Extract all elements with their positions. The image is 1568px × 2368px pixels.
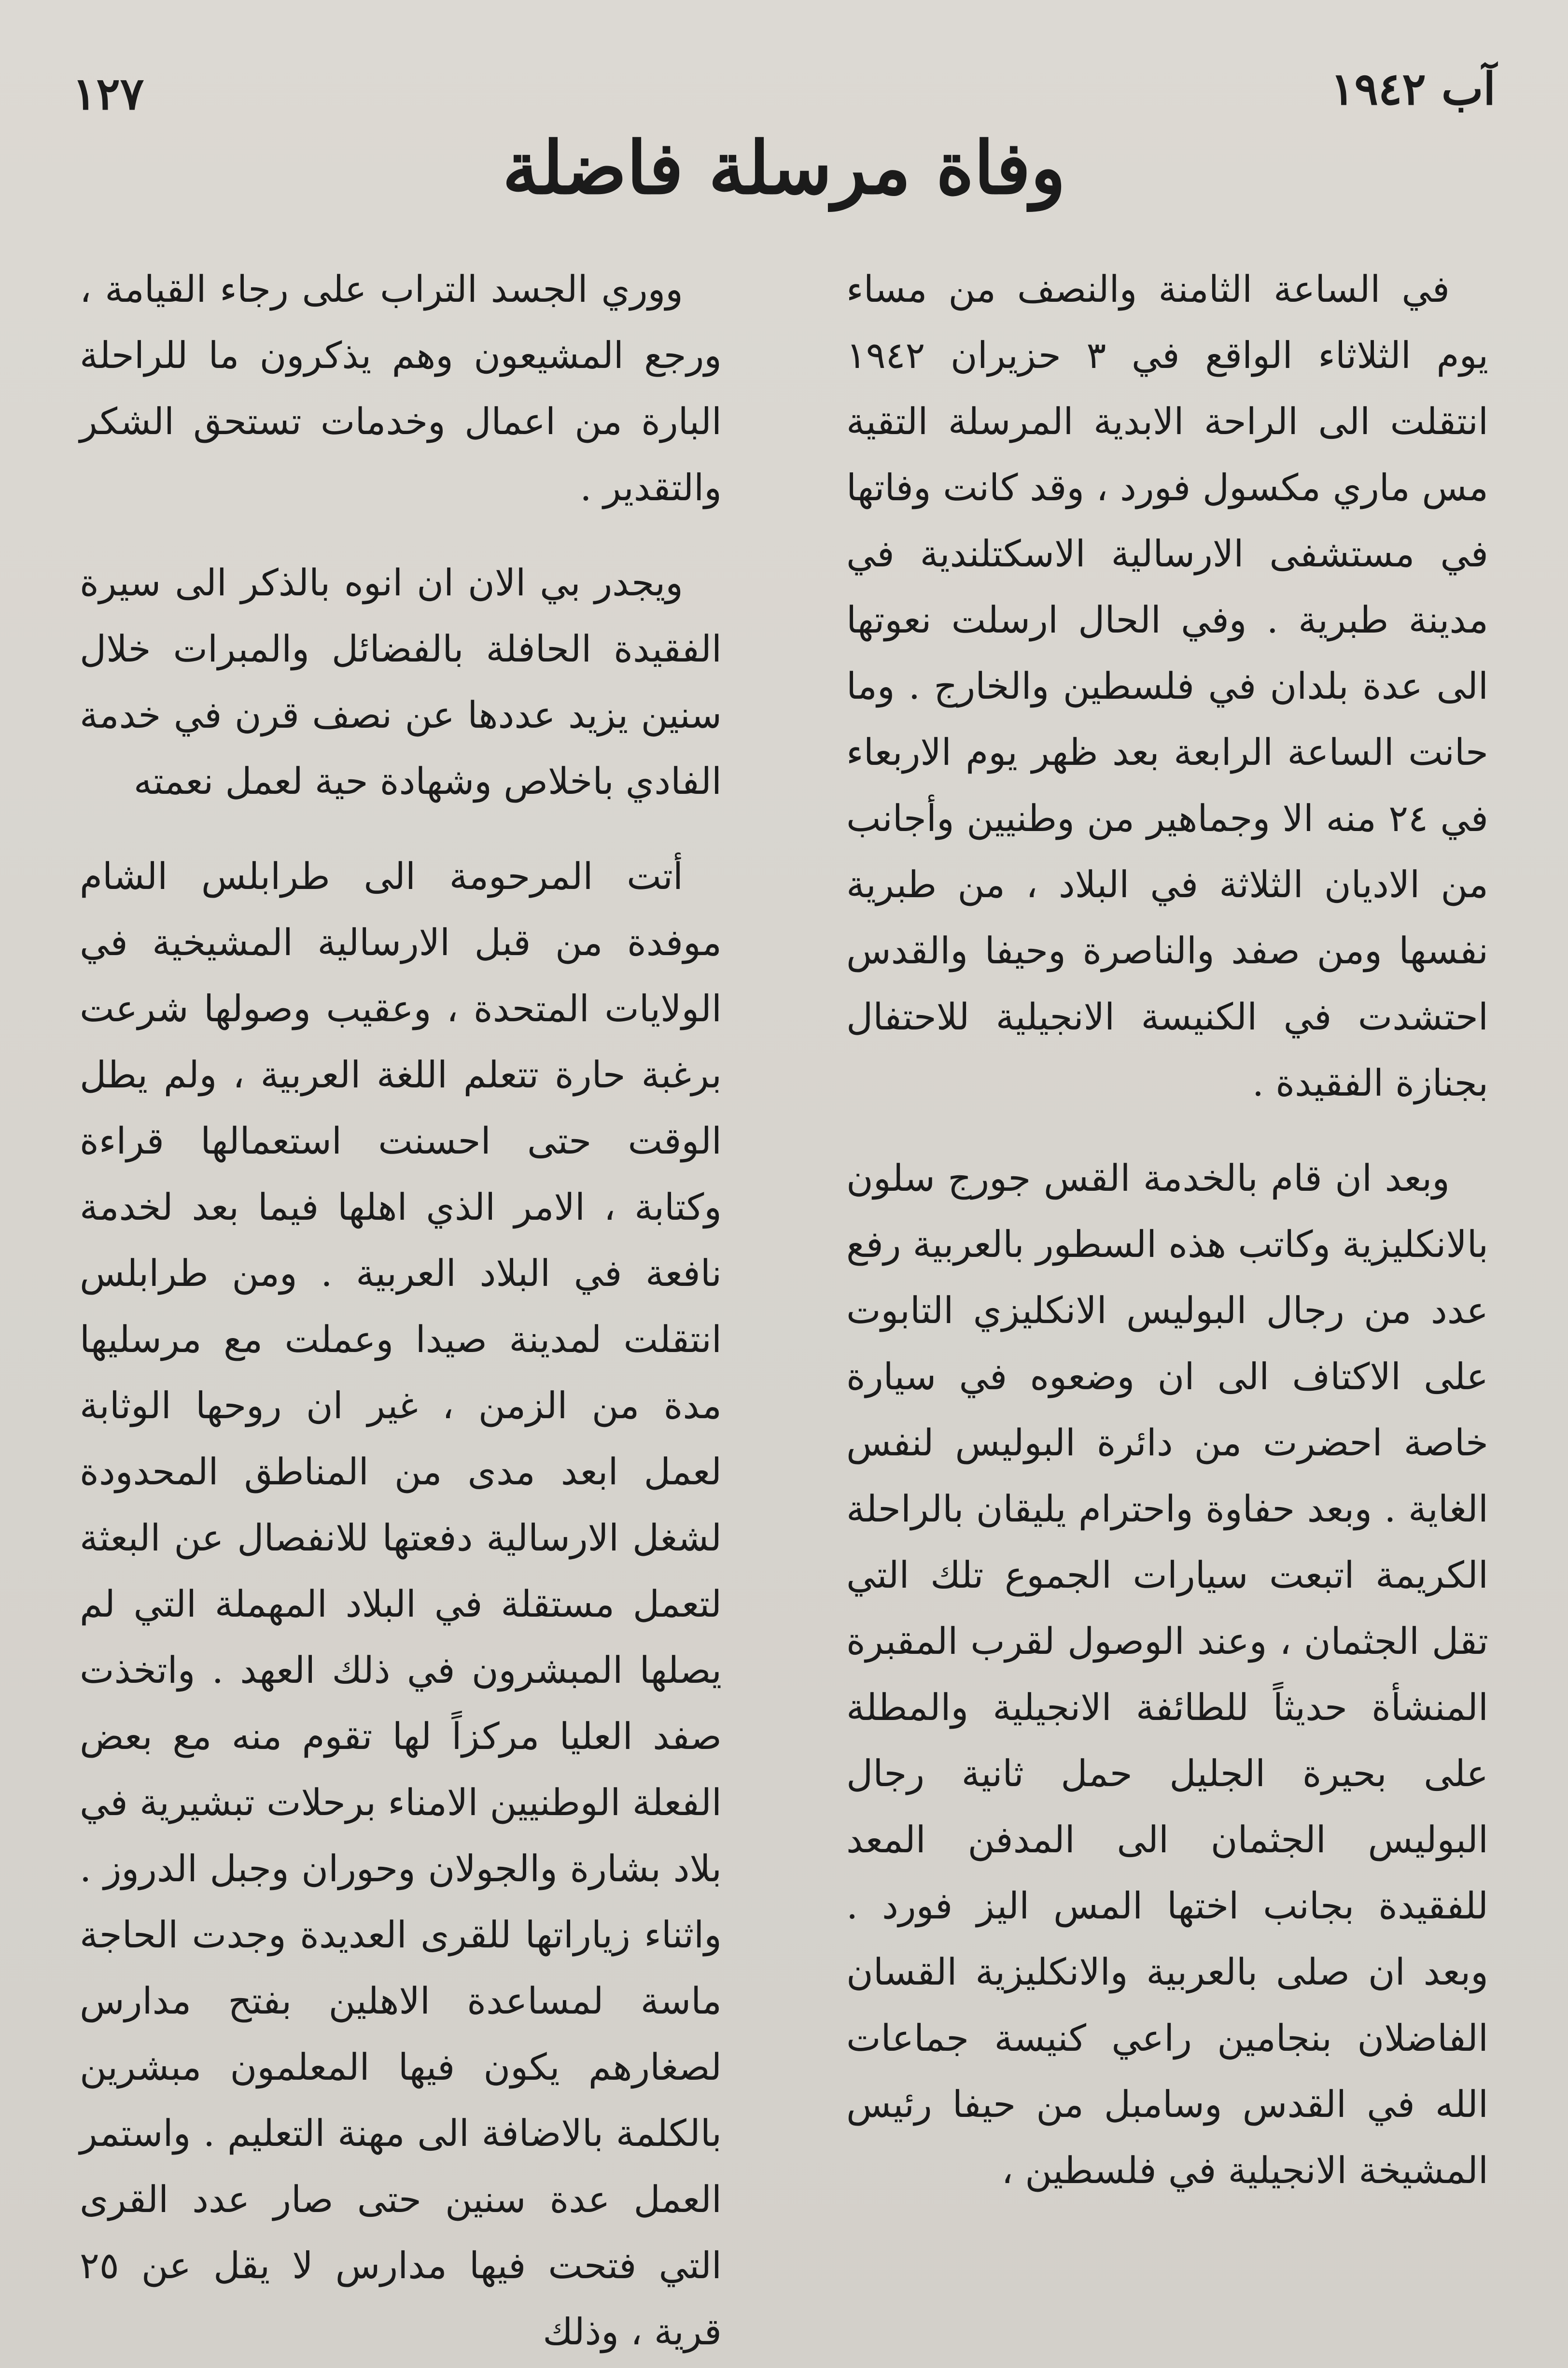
paragraph: في الساعة الثامنة والنصف من مساء يوم الثلاثاء الواقع في ٣ حزيران ١٩٤٢ انتقلت الى الراحة الابدية المرسلة التقية مس ماري مكسول فورد ، وقد كانت وفاتها في مستشفى الارسالية الاسكتلندية في مدينة طبرية . وفي الحال ارسلت نعوتها الى عدة بلدان في فلسطين والخارج . وما حانت الساعة الرابعة بعد ظهر يوم الاربعاء في ٢٤ منه الا وجماهير من وطنيين وأجانب من الاديان الثلاثة في البلاد ، من طبرية نفسها ومن صفد والناصرة وحيفا والقدس احتشدت في الكنيسة الانجيلية للاحتفال بجنازة الفقيدة . (846, 268, 1488, 1104)
left-column (80, 256, 722, 2365)
right-column (846, 256, 1488, 2203)
paragraph: ويجدر بي الان ان انوه بالذكر الى سيرة الفقيدة الحافلة بالفضائل والمبرات خلال سنين يزيد عددها عن نصف قرن في خدمة الفادي باخلاص وشهادة حية لعمل نعمته (80, 561, 722, 803)
issue-date: آب ١٩٤٢ (1330, 63, 1496, 115)
page-number: ١٢٧ (72, 68, 144, 120)
paragraph: ووري الجسد التراب على رجاء القيامة ، ورجع المشيعون وهم يذكرون ما للراحلة البارة من اعمال وخدمات تستحق الشكر والتقدير . (80, 268, 722, 509)
paragraph: وبعد ان قام بالخدمة القس جورج سلون بالانكليزية وكاتب هذه السطور بالعربية رفع عدد من رجال البوليس الانكليزي التابوت على الاكتاف الى ان وضعوه في سيارة خاصة احضرت من دائرة البوليس لنفس الغاية . وبعد حفاوة واحترام يليقان بالراحلة الكريمة اتبعت سيارات الجموع تلك التي تقل الجثمان ، وعند الوصول لقرب المقبرة المنشأة حديثاً للطائفة الانجيلية والمطلة على بحيرة الجليل حمل ثانية رجال البوليس الجثمان الى المدفن المعد للفقيدة بجانب اختها المس اليز فورد . وبعد ان صلى بالعربية والانكليزية القسان الفاضلان بنجامين راعي كنيسة جماعات الله في القدس وسامبل من حيفا رئيس المشيخة الانجيلية في فلسطين ، (846, 1156, 1488, 2192)
paragraph: أتت المرحومة الى طرابلس الشام موفدة من قبل الارسالية المشيخية في الولايات المتحدة ، وعقيب وصولها شرعت برغبة حارة تتعلم اللغة العربية ، ولم يطل الوقت حتى احسنت استعمالها قراءة وكتابة ، الامر الذي اهلها فيما بعد لخدمة نافعة في البلاد العربية . ومن طرابلس انتقلت لمدينة صيدا وعملت مع مرسليها مدة من الزمن ، غير ان روحها الوثابة لعمل ابعد مدى من المناطق المحدودة لشغل الارسالية دفعتها للانفصال عن البعثة لتعمل مستقلة في البلاد المهملة التي لم يصلها المبشرون في ذلك العهد . واتخذت صفد العليا مركزاً لها تقوم منه مع بعض الفعلة الوطنيين الامناء برحلات تبشيرية في بلاد بشارة والجولان وحوران وجبل الدروز . واثناء زياراتها للقرى العديدة وجدت الحاجة ماسة لمساعدة الاهلين بفتح مدارس لصغارهم يكون فيها المعلمون مبشرين بالكلمة بالاضافة الى مهنة التعليم . واستمر العمل عدة سنين حتى صار عدد القرى التي فتحت فيها مدارس لا يقل عن ٢٥ قرية ، وذلك (80, 855, 722, 2353)
article-title: وفاة مرسلة فاضلة (502, 126, 1066, 211)
